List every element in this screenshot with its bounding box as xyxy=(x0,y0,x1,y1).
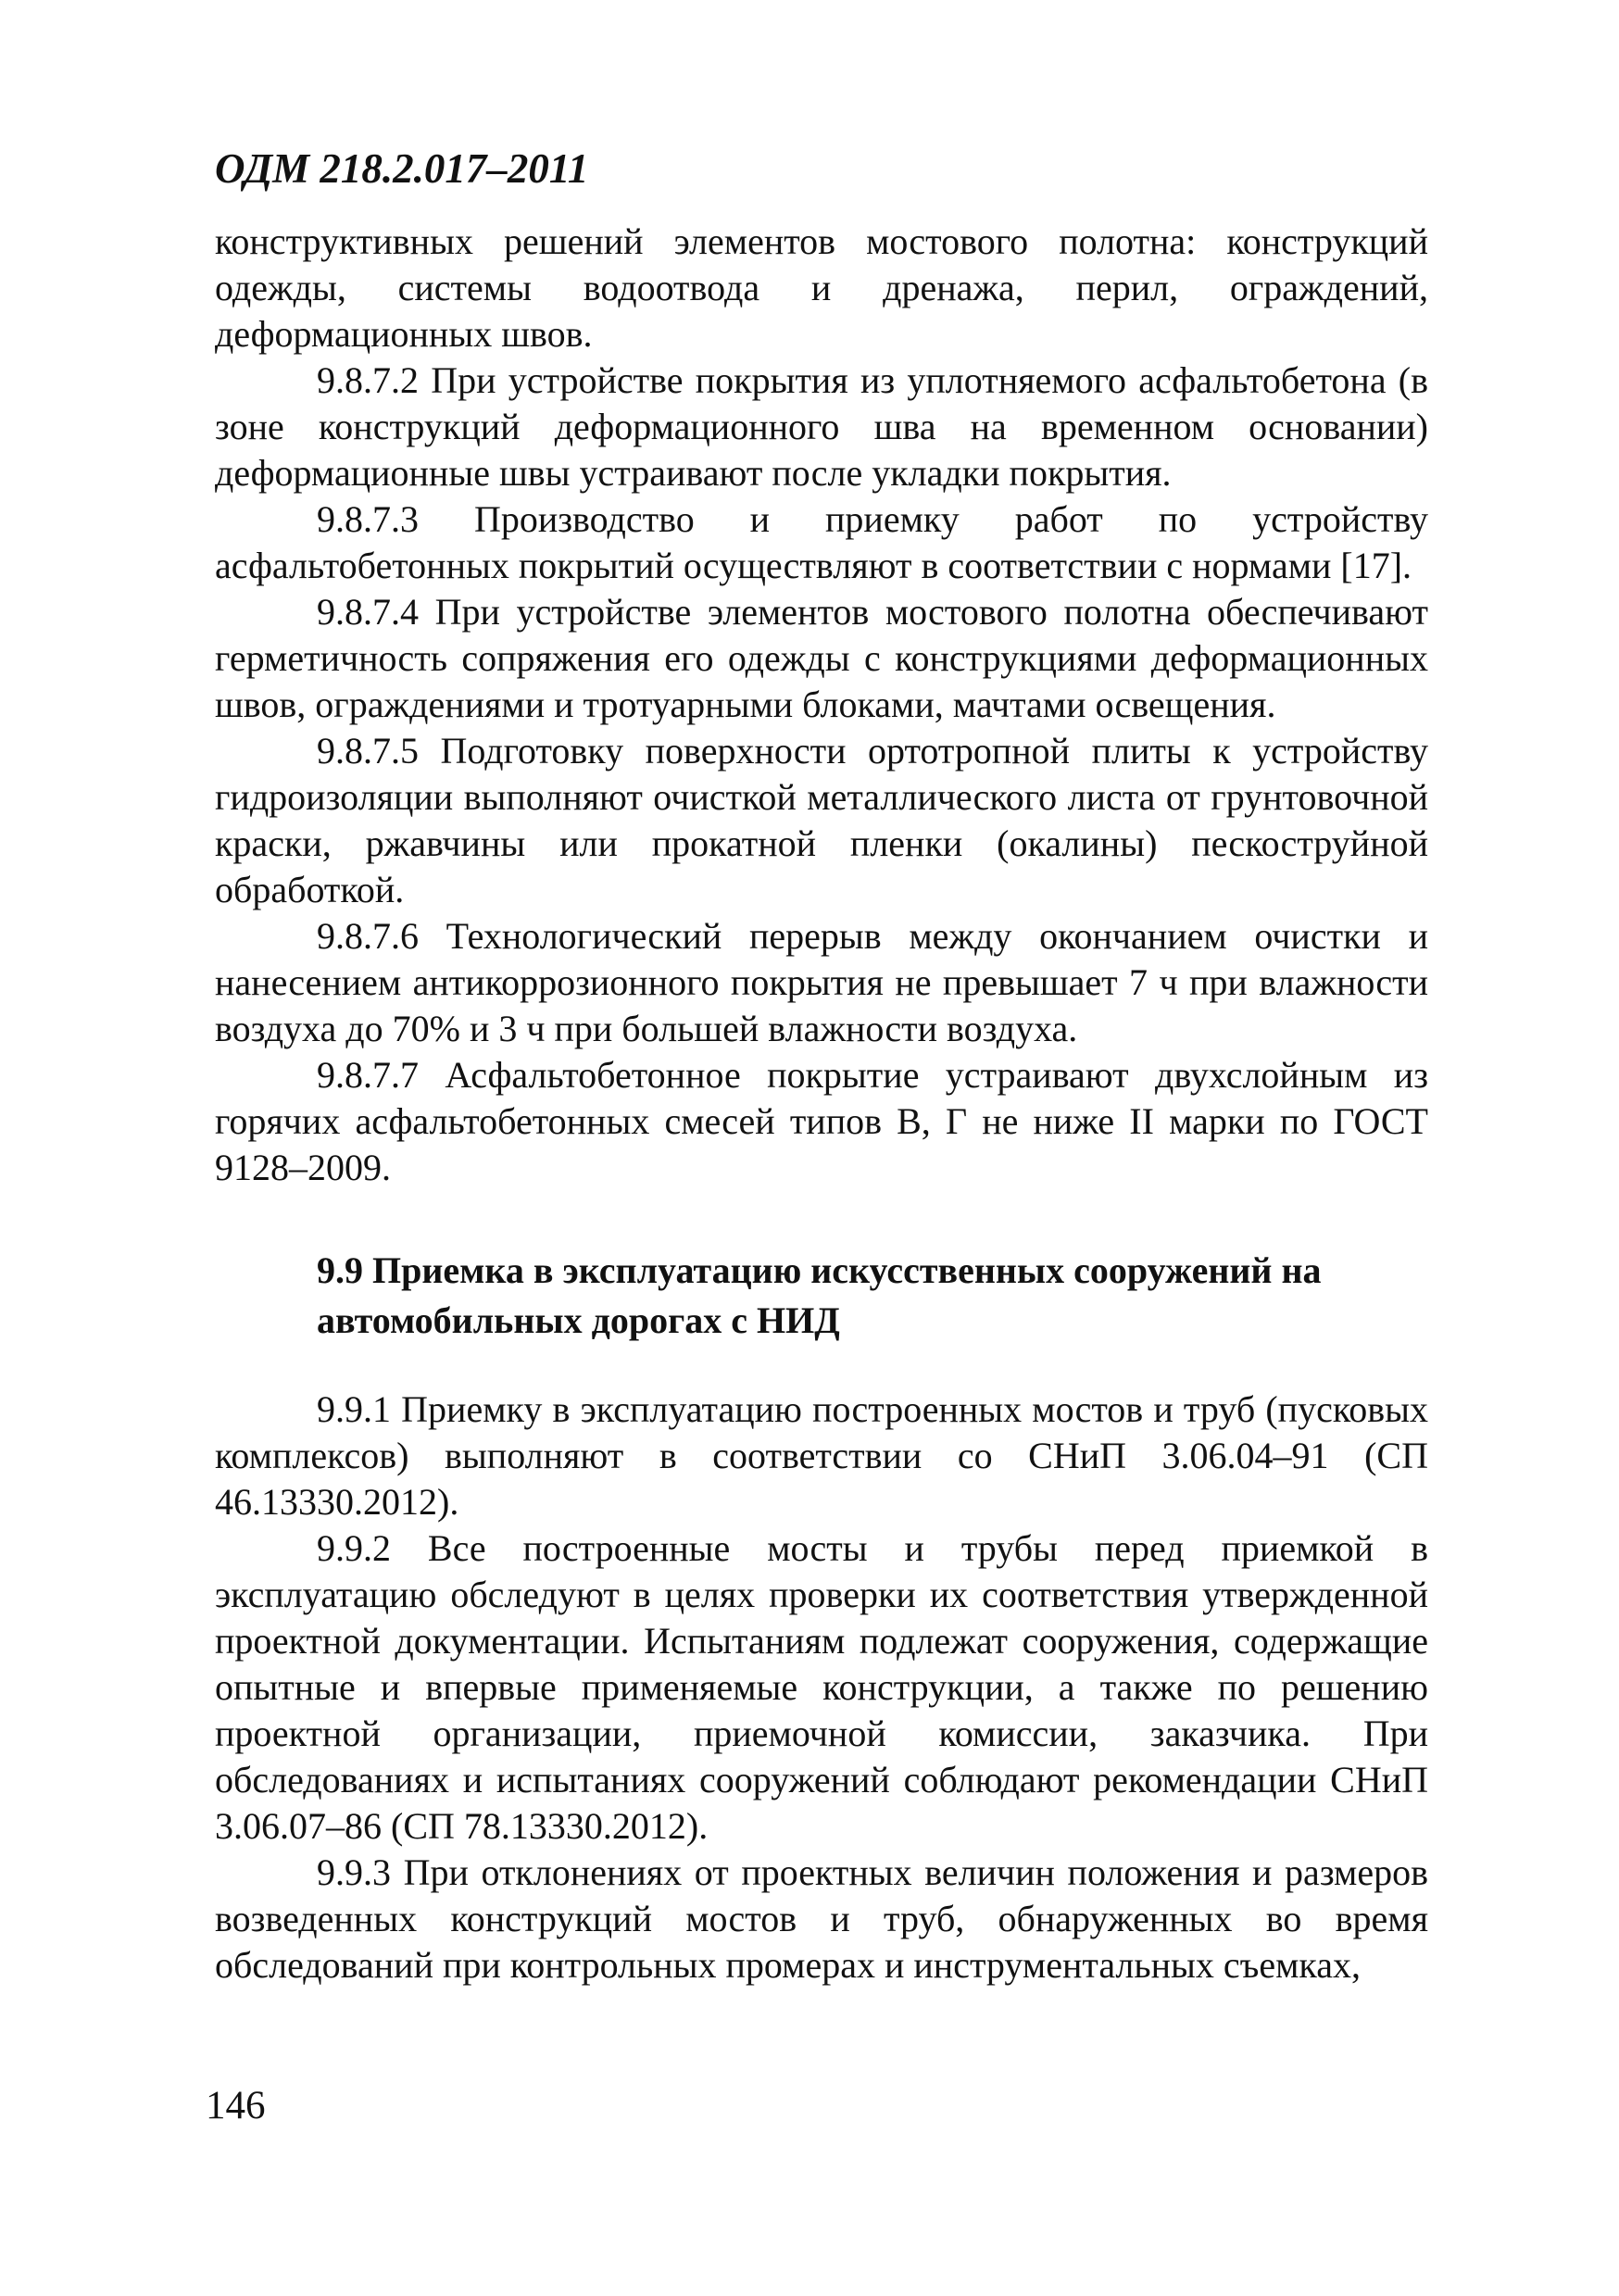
paragraph-9-9-3: 9.9.3 При отклонениях от проектных величин положения и размеров возведенных конструкций мостов и труб, обнаруженных во время обследований при контрольных промерах и инструментальных съемках, xyxy=(215,1851,1428,1986)
paragraph-9-8-7-7: 9.8.7.7 Асфальтобетонное покрытие устраивают двухслойным из горячих асфальтобетонных смесей типов В, Г не ниже II марки по ГОСТ 9128–2009. xyxy=(215,1054,1428,1188)
text-block-bottom xyxy=(215,1386,1428,1989)
paragraph-continuation: конструктивных решений элементов мостового полотна: конструкций одежды, системы водоотвода и дренажа, перил, ограждений, деформационных швов. xyxy=(215,220,1428,355)
paragraph-9-8-7-5: 9.8.7.5 Подготовку поверхности ортотропной плиты к устройству гидроизоляции выполняют очисткой металлического листа от грунтовочной краски, ржавчины или прокатной пленки (окалины) пескоструйной обработкой. xyxy=(215,730,1428,910)
text-block-top xyxy=(215,219,1428,1191)
document-code-header: ОДМ 218.2.017–2011 xyxy=(215,145,589,192)
paragraph-9-8-7-3: 9.8.7.3 Производство и приемку работ по устройству асфальтобетонных покрытий осуществляют в соответствии с нормами [17]. xyxy=(215,498,1428,586)
paragraph-9-9-2: 9.9.2 Все построенные мосты и трубы перед приемкой в эксплуатацию обследуют в целях проверки их соответствия утвержденной проектной документации. Испытаниям подлежат сооружения, содержащие опытные и впервые применяемые конструкции, а также по решению проектной организации, приемочной комиссии, заказчика. При обследованиях и испытаниях сооружений соблюдают рекомендации СНиП 3.06.07–86 (СП 78.13330.2012). xyxy=(215,1527,1428,1847)
page-number: 146 xyxy=(206,2084,266,2127)
section-heading-9-9: 9.9 Приемка в эксплуатацию искусственных сооружений на автомобильных дорогах с НИД xyxy=(317,1249,1322,1341)
paragraph-9-8-7-2: 9.8.7.2 При устройстве покрытия из уплотняемого асфальтобетона (в зоне конструкций деформационного шва на временном основании) деформационные швы устраивают после укладки покрытия. xyxy=(215,359,1428,494)
paragraph-9-9-1: 9.9.1 Приемку в эксплуатацию построенных мостов и труб (пусковых комплексов) выполняют в соответствии со СНиП 3.06.04–91 (СП 46.13330.2012). xyxy=(215,1388,1428,1523)
paragraph-9-8-7-6: 9.8.7.6 Технологический перерыв между окончанием очистки и нанесением антикоррозионного покрытия не превышает 7 ч при влажности воздуха до 70% и 3 ч при большей влажности воздуха. xyxy=(215,915,1428,1049)
paragraph-9-8-7-4: 9.8.7.4 При устройстве элементов мостового полотна обеспечивают герметичность сопряжения его одежды с конструкциями деформационных швов, ограждениями и тротуарными блоками, мачтами освещения. xyxy=(215,591,1428,725)
